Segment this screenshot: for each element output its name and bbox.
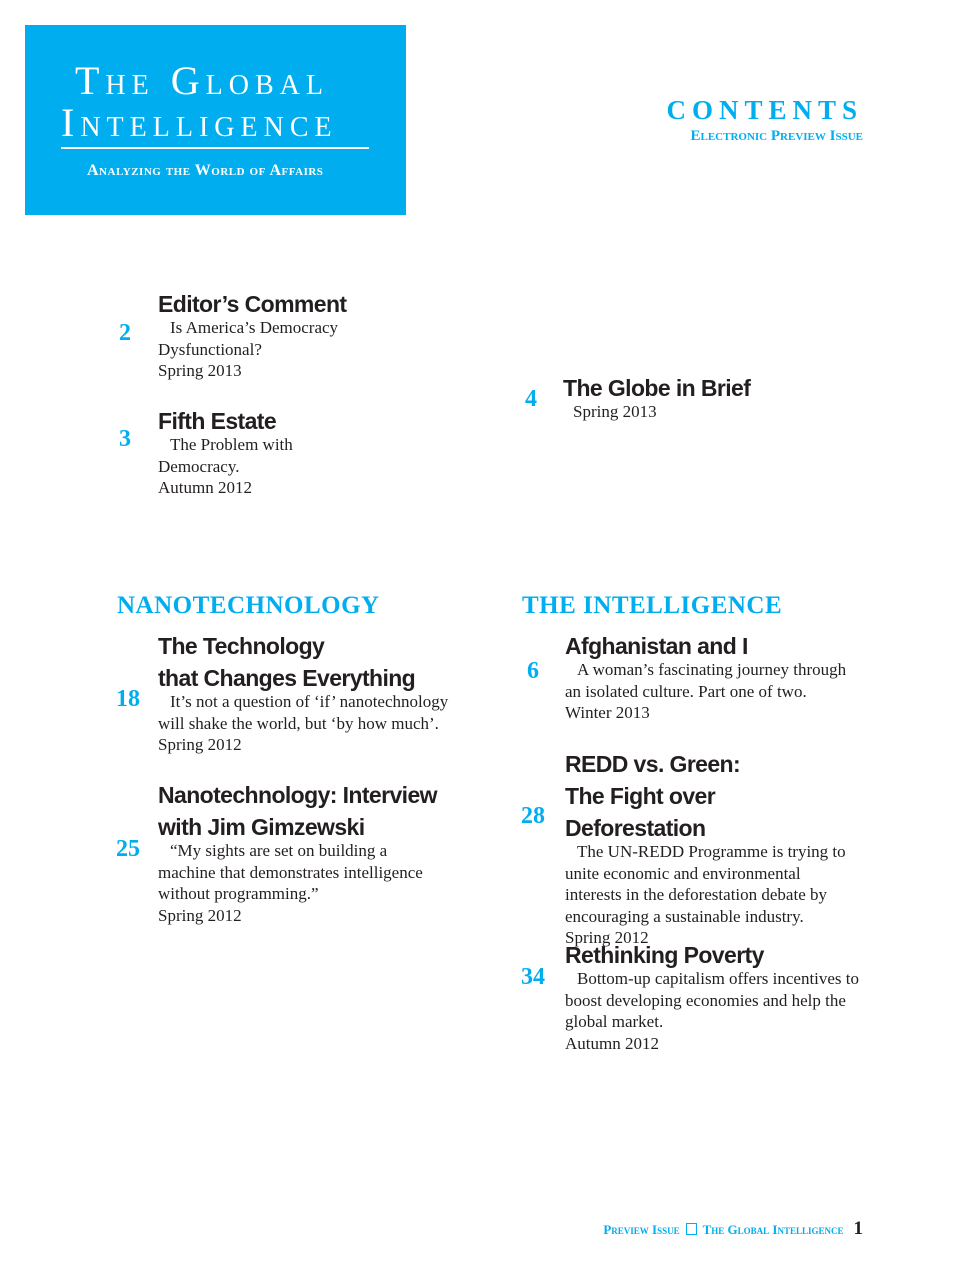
page-number: 2	[119, 320, 131, 346]
entry-title-line1: REDD vs. Green:	[565, 751, 741, 777]
footer-magazine-name: The Global Intelligence	[702, 1222, 844, 1237]
entry-season: Autumn 2012	[158, 478, 252, 497]
entry-season: Spring 2013	[573, 402, 657, 421]
page-number: 3	[119, 426, 131, 452]
entry-title: The Globe in Brief	[563, 375, 751, 401]
masthead-rule	[61, 147, 369, 149]
page-number: 6	[527, 658, 539, 684]
entry-title-line2: The Fight over Deforestation	[565, 783, 716, 841]
entry-title: Editor’s Comment	[158, 291, 347, 317]
contents-heading	[666, 88, 863, 145]
page-number: 18	[116, 686, 140, 712]
entry-season: Autumn 2012	[565, 1033, 659, 1053]
entry-season: Winter 2013	[565, 703, 650, 722]
entry-description: It’s not a question of ‘if’ nanotechnology will shake the world, but ‘by how much’.	[158, 692, 449, 733]
entry-title-line2: that Changes Everything	[158, 665, 416, 691]
entry-title-line1: Nanotechnology: Interview	[158, 782, 437, 808]
entry-description: Is America’s Democracy Dysfunctional?	[158, 318, 339, 359]
separator-box-icon	[686, 1223, 697, 1235]
footer-page-number: 1	[853, 1218, 863, 1239]
entry-description: “My sights are set on building a machine that demonstrates intelligence without programming.”	[158, 841, 423, 903]
entry-description: The Problem with Democracy.	[158, 435, 293, 476]
entry-season: Spring 2012	[158, 905, 242, 925]
page-number: 34	[521, 964, 545, 990]
entry-title-line2: with Jim Gimzewski	[158, 814, 365, 840]
entry-season: Spring 2013	[158, 361, 242, 380]
contents-subtitle: Electronic Preview Issue	[690, 128, 863, 144]
entry-title-line1: The Technology	[158, 633, 325, 659]
entry-description: The UN-REDD Programme is trying to unite economic and environmental interests in the deforestation debate by encouraging a sustainable industry.	[565, 842, 846, 926]
entry-season: Spring 2012	[158, 735, 242, 754]
page-footer	[603, 1218, 863, 1240]
section-title-nanotechnology: NANOTECHNOLOGY	[117, 592, 380, 619]
entry-season: Spring 2012	[565, 928, 649, 947]
section-title-the-intelligence: THE INTELLIGENCE	[522, 592, 783, 619]
page-number: 4	[525, 386, 537, 412]
masthead-title-line1: The Global	[75, 58, 329, 103]
footer-issue-label: Preview Issue	[603, 1222, 680, 1237]
contents-title: contents	[666, 86, 863, 128]
page-number: 25	[116, 836, 140, 862]
entry-title: Afghanistan and I	[565, 633, 748, 659]
entry-description: Bottom-up capitalism offers incentives to boost developing economies and help the global market.	[565, 969, 860, 1031]
page-number: 28	[521, 803, 545, 829]
masthead	[25, 25, 406, 215]
masthead-tagline: Analyzing the World of Affairs	[87, 162, 324, 179]
entry-description: A woman’s fascinating journey through an isolated culture. Part one of two.	[565, 660, 847, 701]
entry-title: Fifth Estate	[158, 408, 277, 434]
masthead-title-line2: Intelligence	[61, 100, 338, 145]
entry-title: Rethinking Poverty	[565, 942, 764, 968]
